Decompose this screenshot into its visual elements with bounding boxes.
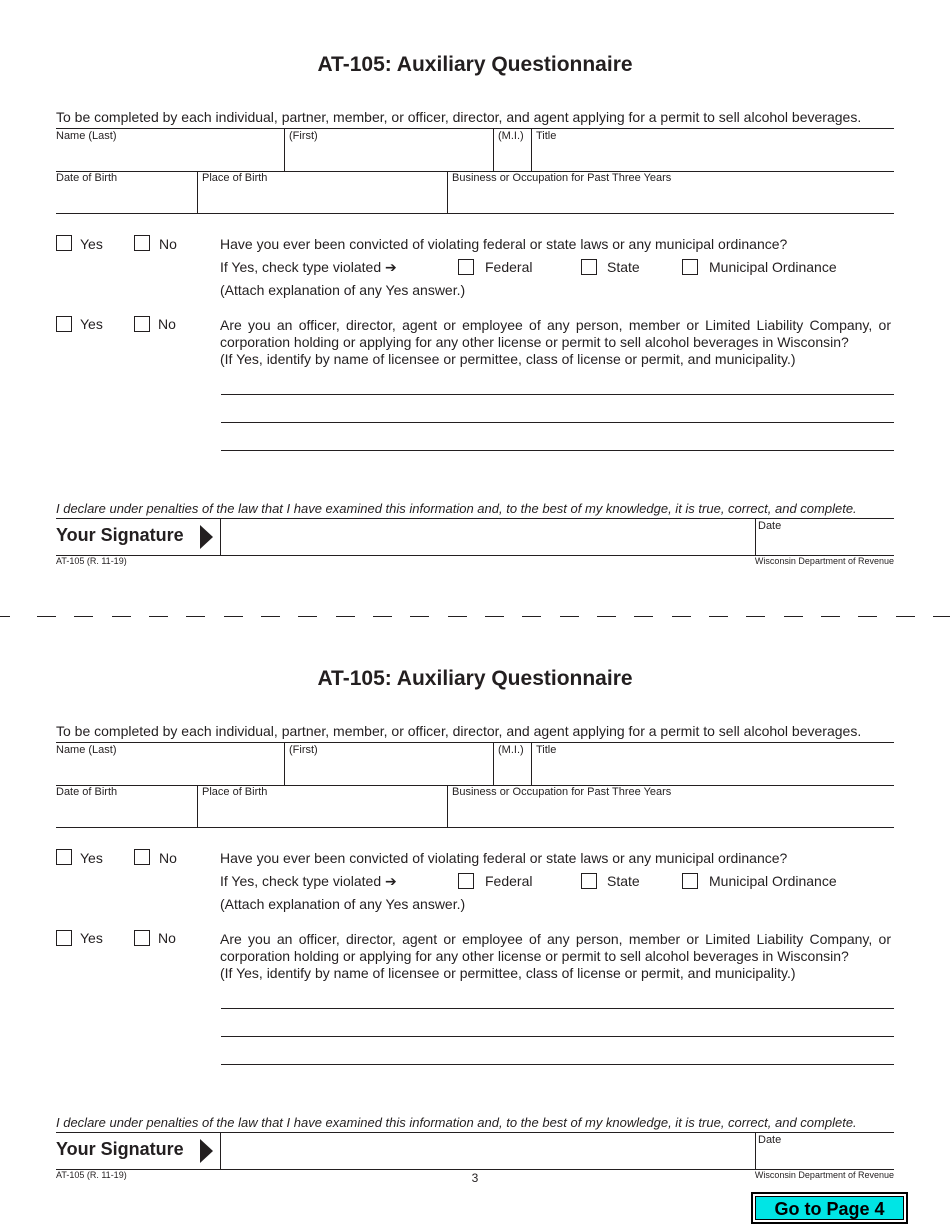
q1-yes-checkbox[interactable]: [56, 849, 72, 865]
q1-check-type: [220, 873, 397, 890]
q1-text: Have you ever been convicted of violating federal or state laws or any municipal ordinance?: [220, 236, 788, 252]
q2-line-3: (If Yes, identify by name of licensee or permittee, class of license or permit, and municipality.): [220, 351, 796, 367]
birth-row: [56, 785, 894, 828]
q2-line-2: corporation holding or applying for any other license or permit to sell alcohol beverages in Wisconsin?: [220, 948, 849, 964]
date-of-birth-label: Date of Birth: [56, 786, 118, 798]
q1-text: Have you ever been convicted of violating federal or state laws or any municipal ordinance?: [220, 850, 788, 866]
q1-yes-label: Yes: [80, 850, 103, 866]
form-instructions: To be completed by each individual, partner, member, or officer, director, and agent applying for a permit to sell alcohol beverages.: [56, 723, 862, 739]
signature-label: Your Signature: [56, 1139, 184, 1159]
q1-federal-label: Federal: [485, 259, 533, 275]
declaration: I declare under penalties of the law that I have examined this information and, to the best of my knowledge, it is true, correct, and complete.: [56, 501, 857, 516]
q2-answer-line-3[interactable]: [221, 1064, 894, 1065]
name-last-field[interactable]: [56, 743, 284, 785]
date-of-birth-input[interactable]: [60, 190, 193, 210]
q2-text: [220, 931, 891, 982]
signature-row: [56, 518, 894, 556]
q1-municipal-label: Municipal Ordinance: [709, 873, 837, 889]
q1-check-type-label: If Yes, check type violated: [220, 259, 382, 275]
q2-no-checkbox[interactable]: [134, 930, 150, 946]
q1-federal-checkbox[interactable]: [458, 259, 474, 275]
date-of-birth-label: Date of Birth: [56, 172, 118, 184]
q1-attach-note: (Attach explanation of any Yes answer.): [220, 896, 466, 912]
place-of-birth-label: Place of Birth: [202, 172, 268, 184]
place-of-birth-label: Place of Birth: [202, 786, 268, 798]
form-title: AT-105: Auxiliary Questionnaire: [317, 53, 633, 76]
signature-arrow-icon: [200, 1139, 213, 1163]
q1-attach-note: (Attach explanation of any Yes answer.): [220, 282, 466, 298]
first-name-label: (First): [289, 130, 318, 142]
place-of-birth-input[interactable]: [202, 804, 444, 824]
agency-name: Wisconsin Department of Revenue: [754, 556, 894, 566]
middle-initial-input[interactable]: [498, 148, 527, 168]
date-label: Date: [758, 520, 782, 532]
title-field[interactable]: [531, 129, 895, 171]
q2-line-1: Are you an officer, director, agent or employee of any person, member or Limited Liability Company, or: [220, 931, 891, 947]
page-number: 3: [471, 1171, 479, 1185]
name-last-input[interactable]: [60, 148, 280, 168]
first-name-label: (First): [289, 744, 318, 756]
q1-municipal-checkbox[interactable]: [682, 259, 698, 275]
q1-state-label: State: [607, 259, 640, 275]
signature-arrow-icon: [200, 525, 213, 549]
place-of-birth-field[interactable]: [197, 785, 448, 827]
name-last-input[interactable]: [60, 762, 280, 782]
date-label: Date: [758, 1134, 782, 1146]
signature-box[interactable]: [220, 1133, 756, 1169]
q2-no-checkbox[interactable]: [134, 316, 150, 332]
middle-initial-label: (M.I.): [498, 744, 524, 756]
middle-initial-field[interactable]: [493, 129, 531, 171]
date-of-birth-field[interactable]: [56, 171, 197, 213]
birth-row: [56, 171, 894, 214]
agency-name: Wisconsin Department of Revenue: [754, 1170, 894, 1180]
name-row: [56, 128, 894, 172]
date-of-birth-input[interactable]: [60, 804, 193, 824]
form-copy-1: [0, 0, 950, 580]
title-input[interactable]: [536, 762, 891, 782]
q1-check-type: [220, 259, 397, 276]
q2-yes-label: Yes: [80, 930, 103, 946]
form-copy-2: [0, 614, 950, 1194]
title-label: Title: [536, 744, 557, 756]
q2-text: [220, 317, 891, 368]
title-label: Title: [536, 130, 557, 142]
form-id: AT-105 (R. 11-19): [56, 556, 127, 566]
business-label: Business or Occupation for Past Three Years: [452, 786, 672, 798]
q2-line-2: corporation holding or applying for any other license or permit to sell alcohol beverages in Wisconsin?: [220, 334, 849, 350]
q2-yes-checkbox[interactable]: [56, 316, 72, 332]
q1-municipal-label: Municipal Ordinance: [709, 259, 837, 275]
name-last-label: Name (Last): [56, 130, 117, 142]
q2-no-label: No: [158, 316, 176, 332]
q1-state-checkbox[interactable]: [581, 873, 597, 889]
q1-federal-checkbox[interactable]: [458, 873, 474, 889]
middle-initial-label: (M.I.): [498, 130, 524, 142]
q2-yes-label: Yes: [80, 316, 103, 332]
first-name-input[interactable]: [289, 148, 489, 168]
q2-answer-line-1[interactable]: [221, 1008, 894, 1009]
q2-answer-line-3[interactable]: [221, 450, 894, 451]
name-row: [56, 742, 894, 786]
first-name-input[interactable]: [289, 762, 489, 782]
go-to-page-4-button[interactable]: [751, 1192, 908, 1224]
form-id: AT-105 (R. 11-19): [56, 1170, 127, 1180]
first-name-field[interactable]: [284, 743, 493, 785]
name-last-label: Name (Last): [56, 744, 117, 756]
business-input[interactable]: [452, 190, 891, 210]
signature-label: Your Signature: [56, 525, 184, 545]
q1-check-type-label: If Yes, check type violated: [220, 873, 382, 889]
business-field[interactable]: [447, 171, 895, 213]
date-of-birth-field[interactable]: [56, 785, 197, 827]
q2-line-1: Are you an officer, director, agent or employee of any person, member or Limited Liability Company, or: [220, 317, 891, 333]
title-field[interactable]: [531, 743, 895, 785]
q1-no-checkbox[interactable]: [134, 849, 150, 865]
q2-yes-checkbox[interactable]: [56, 930, 72, 946]
business-field[interactable]: [447, 785, 895, 827]
form-title: AT-105: Auxiliary Questionnaire: [317, 667, 633, 690]
first-name-field[interactable]: [284, 129, 493, 171]
business-label: Business or Occupation for Past Three Years: [452, 172, 672, 184]
q1-yes-label: Yes: [80, 236, 103, 252]
q1-no-checkbox[interactable]: [134, 235, 150, 251]
q2-no-label: No: [158, 930, 176, 946]
q1-yes-checkbox[interactable]: [56, 235, 72, 251]
business-input[interactable]: [452, 804, 891, 824]
q1-municipal-checkbox[interactable]: [682, 873, 698, 889]
place-of-birth-field[interactable]: [197, 171, 448, 213]
title-input[interactable]: [536, 148, 891, 168]
signature-row: [56, 1132, 894, 1170]
q1-no-label: No: [159, 850, 177, 866]
right-arrow-icon: ➔: [385, 874, 397, 890]
q2-answer-line-2[interactable]: [221, 1036, 894, 1037]
name-last-field[interactable]: [56, 129, 284, 171]
q1-federal-label: Federal: [485, 873, 533, 889]
q2-line-3: (If Yes, identify by name of licensee or permittee, class of license or permit, and municipality.): [220, 965, 796, 981]
place-of-birth-input[interactable]: [202, 190, 444, 210]
declaration: I declare under penalties of the law that I have examined this information and, to the best of my knowledge, it is true, correct, and complete.: [56, 1115, 857, 1130]
signature-box[interactable]: [220, 519, 756, 555]
q1-state-label: State: [607, 873, 640, 889]
go-to-page-4-label: Go to Page 4: [755, 1196, 904, 1220]
form-instructions: To be completed by each individual, partner, member, or officer, director, and agent applying for a permit to sell alcohol beverages.: [56, 109, 862, 125]
middle-initial-input[interactable]: [498, 762, 527, 782]
q1-state-checkbox[interactable]: [581, 259, 597, 275]
q1-no-label: No: [159, 236, 177, 252]
middle-initial-field[interactable]: [493, 743, 531, 785]
q2-answer-line-1[interactable]: [221, 394, 894, 395]
q2-answer-line-2[interactable]: [221, 422, 894, 423]
right-arrow-icon: ➔: [385, 260, 397, 276]
